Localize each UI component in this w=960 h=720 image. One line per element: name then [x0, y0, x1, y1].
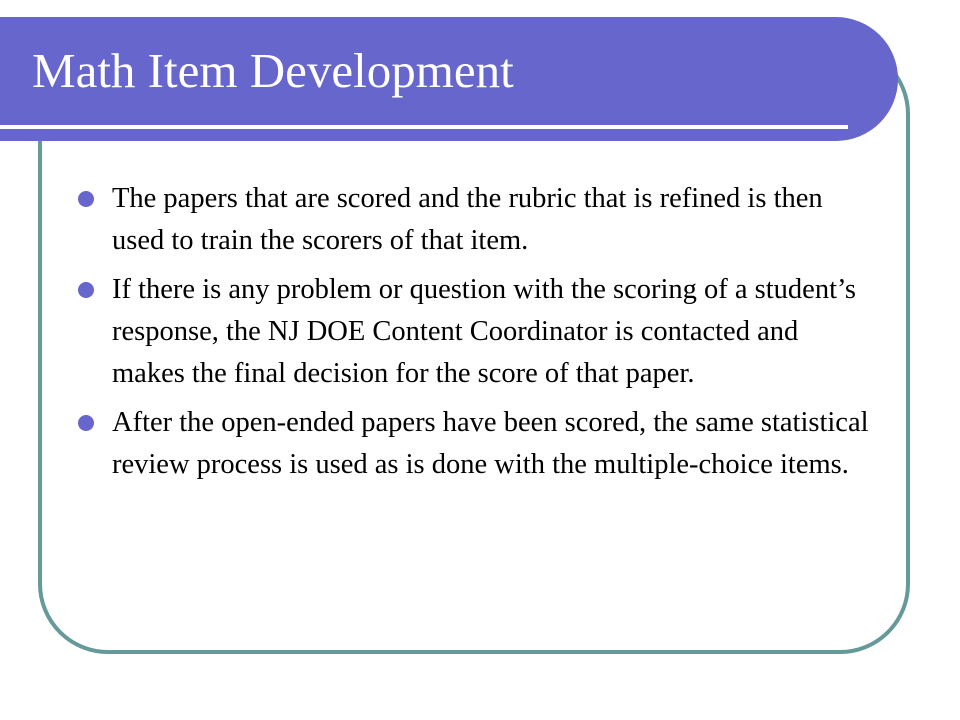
- bullet-dot-icon: [78, 282, 94, 298]
- title-underline: [0, 125, 848, 129]
- bullet-dot-icon: [78, 191, 94, 207]
- bullet-text: If there is any problem or question with the scoring of a student’s response, the NJ DOE Content Coordinator is contacted and makes the final decision for the score of that paper.: [112, 274, 857, 389]
- bullet-text: The papers that are scored and the rubric that is refined is then used to train the scorers of that item.: [112, 183, 823, 256]
- bullet-item: [78, 402, 878, 486]
- slide-title: Math Item Development: [32, 43, 514, 98]
- bullet-item: [78, 178, 878, 262]
- bullet-dot-icon: [78, 415, 94, 431]
- bullet-item: [78, 269, 878, 395]
- bullet-text: After the open-ended papers have been scored, the same statistical review process is used as is done with the multiple-choice items.: [112, 407, 869, 480]
- bullet-list: [78, 178, 878, 493]
